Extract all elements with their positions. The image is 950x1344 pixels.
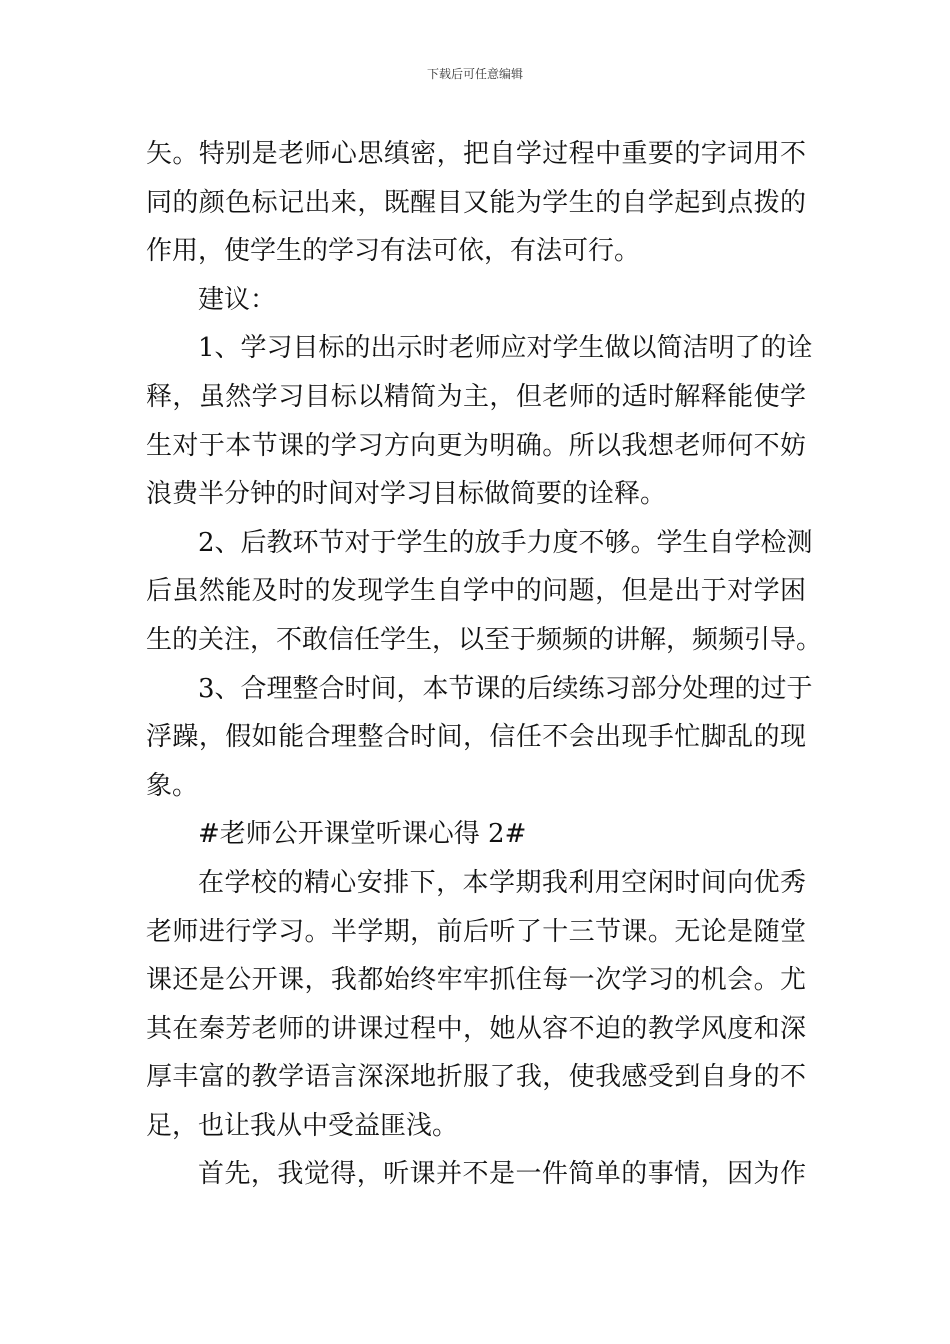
text-line: 1、学习目标的出示时老师应对学生做以简洁明了的诠	[198, 333, 813, 364]
text-line: 足，也让我从中受益匪浅。	[146, 1110, 459, 1141]
page-header: 下载后可任意编辑	[426, 67, 523, 81]
text-line: 首先，我觉得，听课并不是一件简单的事情，因为作	[198, 1159, 806, 1190]
text-line: 浮躁，假如能合理整合时间，信任不会出现手忙脚乱的现	[146, 722, 806, 753]
text-line: 2、后教环节对于学生的放手力度不够。学生自学检测	[198, 527, 813, 558]
text-line: 课还是公开课，我都始终牢牢抓住每一次学习的机会。尤	[146, 965, 806, 996]
text-line: 同的颜色标记出来，既醒目又能为学生的自学起到点拨的	[146, 187, 806, 218]
text-line: 作用，使学生的学习有法可依，有法可行。	[146, 236, 641, 267]
text-line: 厚丰富的教学语言深深地折服了我，使我感受到自身的不	[146, 1062, 806, 1093]
text-line: 老师进行学习。半学期，前后听了十三节课。无论是随堂	[146, 916, 806, 947]
text-line: 其在秦芳老师的讲课过程中，她从容不迫的教学风度和深	[146, 1013, 806, 1044]
section-heading: 建议：	[198, 284, 277, 315]
text-line: 矢。特别是老师心思缜密，把自学过程中重要的字词用不	[146, 139, 806, 169]
text-line: 浪费半分钟的时间对学习目标做简要的诠释。	[146, 479, 667, 510]
section-heading: #老师公开课堂听课心得 2#	[198, 819, 527, 850]
text-line: 后虽然能及时的发现学生自学中的问题，但是出于对学困	[146, 576, 806, 607]
text-line: 释，虽然学习目标以精简为主，但老师的适时解释能使学	[146, 381, 806, 412]
text-line: 象。	[146, 770, 199, 801]
text-line: 生的关注，不敢信任学生，以至于频频的讲解，频频引导。	[146, 624, 823, 655]
text-line: 在学校的精心安排下，本学期我利用空闲时间向优秀	[198, 867, 806, 898]
text-line: 3、合理整合时间，本节课的后续练习部分处理的过于	[198, 673, 813, 704]
text-line: 生对于本节课的学习方向更为明确。所以我想老师何不妨	[146, 430, 806, 461]
document-body	[146, 130, 823, 1199]
